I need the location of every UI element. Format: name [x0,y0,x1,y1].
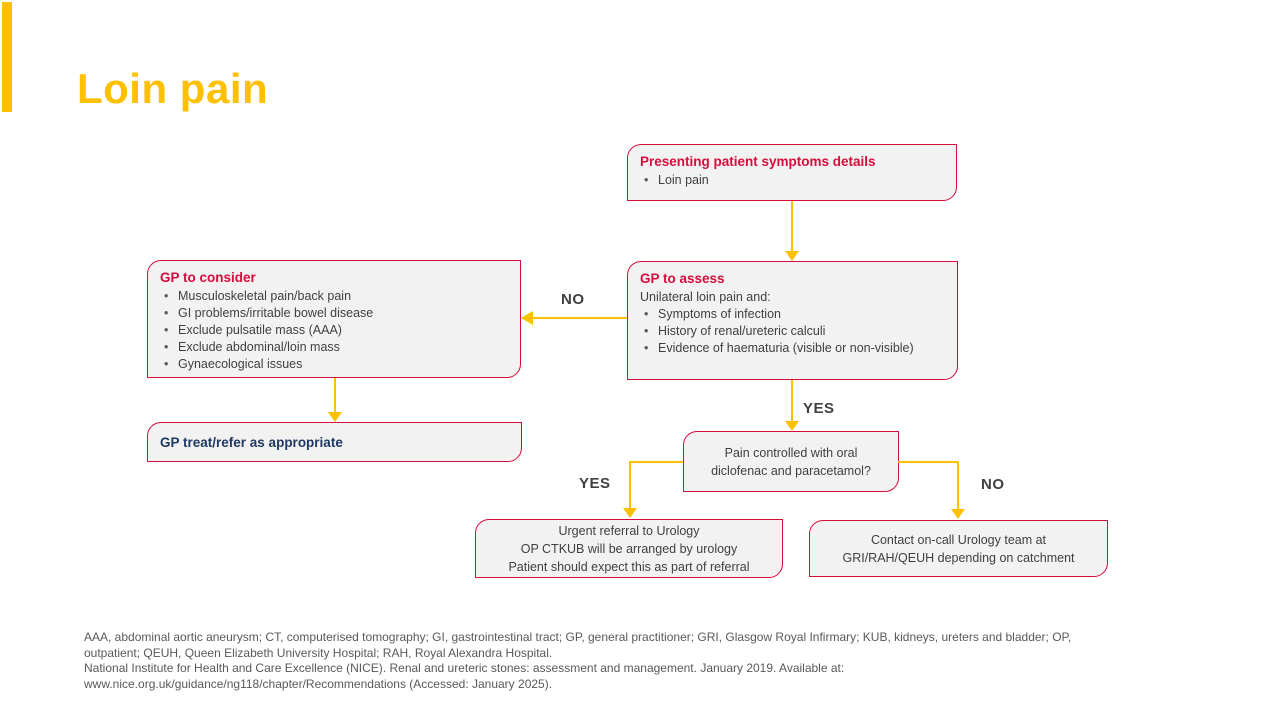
pain-question-line: diclofenac and paracetamol? [711,463,871,478]
gp-to-assess-list [640,306,945,357]
urgent-referral-line: OP CTKUB will be arranged by urology [520,541,738,556]
gp-to-consider-box [147,260,521,378]
footer-line: AAA, abdominal aortic aneurysm; CT, computerised tomography; GI, gastrointestinal tract; GP, general practitioner; GRI, Glasgow Royal Infirmary; KUB, kidneys, ureters and bladder; OP, [84,630,1072,644]
arrow-down-icon [328,412,342,422]
gp-to-assess-intro: Unilateral loin pain and: [640,290,771,304]
footer-line: National Institute for Health and Care Excellence (NICE). Renal and ureteric stones: assessment and management. January 2019. Available at: [84,661,845,675]
arrow-down-icon [951,509,965,519]
contact-oncall-box [809,520,1108,577]
gp-to-consider-heading: GP to consider [160,270,256,285]
connector-assess-to-pain [791,380,793,422]
gp-to-assess-heading: GP to assess [640,271,725,286]
connector-pain-to-urgent-horizontal [629,461,683,463]
contact-oncall-line: Contact on-call Urology team at [870,532,1047,547]
footer-line: www.nice.org.uk/guidance/ng118/chapter/Recommendations (Accessed: January 2025). [84,676,553,691]
connector-pain-to-contact-vertical [957,461,959,510]
gp-treat-refer-text: GP treat/refer as appropriate [160,434,343,450]
connector-presenting-to-assess [791,201,793,252]
presenting-symptoms-box [627,144,957,201]
bullet-item: • Loin pain [640,172,944,189]
arrow-left-icon [521,311,533,325]
bullet-item: • Gynaecological issues [160,356,508,373]
bullet-item: • GI problems/irritable bowel disease [160,305,508,322]
contact-oncall-line: GRI/RAH/QEUH depending on catchment [842,550,1075,565]
gp-to-assess-box [627,261,958,380]
arrow-down-icon [785,421,799,431]
bullet-item: • Exclude abdominal/loin mass [160,339,508,356]
bullet-item: • Evidence of haematuria (visible or non-visible) [640,340,945,357]
connector-assess-to-consider [533,317,627,319]
branch-label-yes: YES [803,400,835,417]
arrow-down-icon [785,251,799,261]
connector-pain-to-urgent-vertical [629,461,631,509]
pain-question-line: Pain controlled with oral [724,445,858,460]
bullet-item: • Exclude pulsatile mass (AAA) [160,322,508,339]
presenting-symptoms-heading: Presenting patient symptoms details [640,154,876,169]
footer-reference [84,630,1204,692]
gp-to-consider-list [160,288,508,373]
urgent-referral-line: Urgent referral to Urology [558,523,700,538]
urgent-referral-box [475,519,783,578]
branch-label-no: NO [981,476,1005,493]
connector-consider-to-treat [334,378,336,413]
connector-pain-to-contact-horizontal [898,461,959,463]
urgent-referral-line: Patient should expect this as part of referral [508,559,750,574]
footer-line: outpatient; QEUH, Queen Elizabeth University Hospital; RAH, Royal Alexandra Hospital. [84,645,553,660]
page-title: Loin pain [77,65,269,112]
bullet-item: • History of renal/ureteric calculi [640,323,945,340]
gp-treat-refer-box [147,422,522,462]
accent-bar [2,2,12,112]
bullet-item: • Musculoskeletal pain/back pain [160,288,508,305]
pain-controlled-question-box [683,431,899,492]
presenting-symptoms-list [640,172,944,189]
bullet-item: • Symptoms of infection [640,306,945,323]
branch-label-yes: YES [579,475,611,492]
branch-label-no: NO [561,291,585,308]
arrow-down-icon [623,508,637,518]
